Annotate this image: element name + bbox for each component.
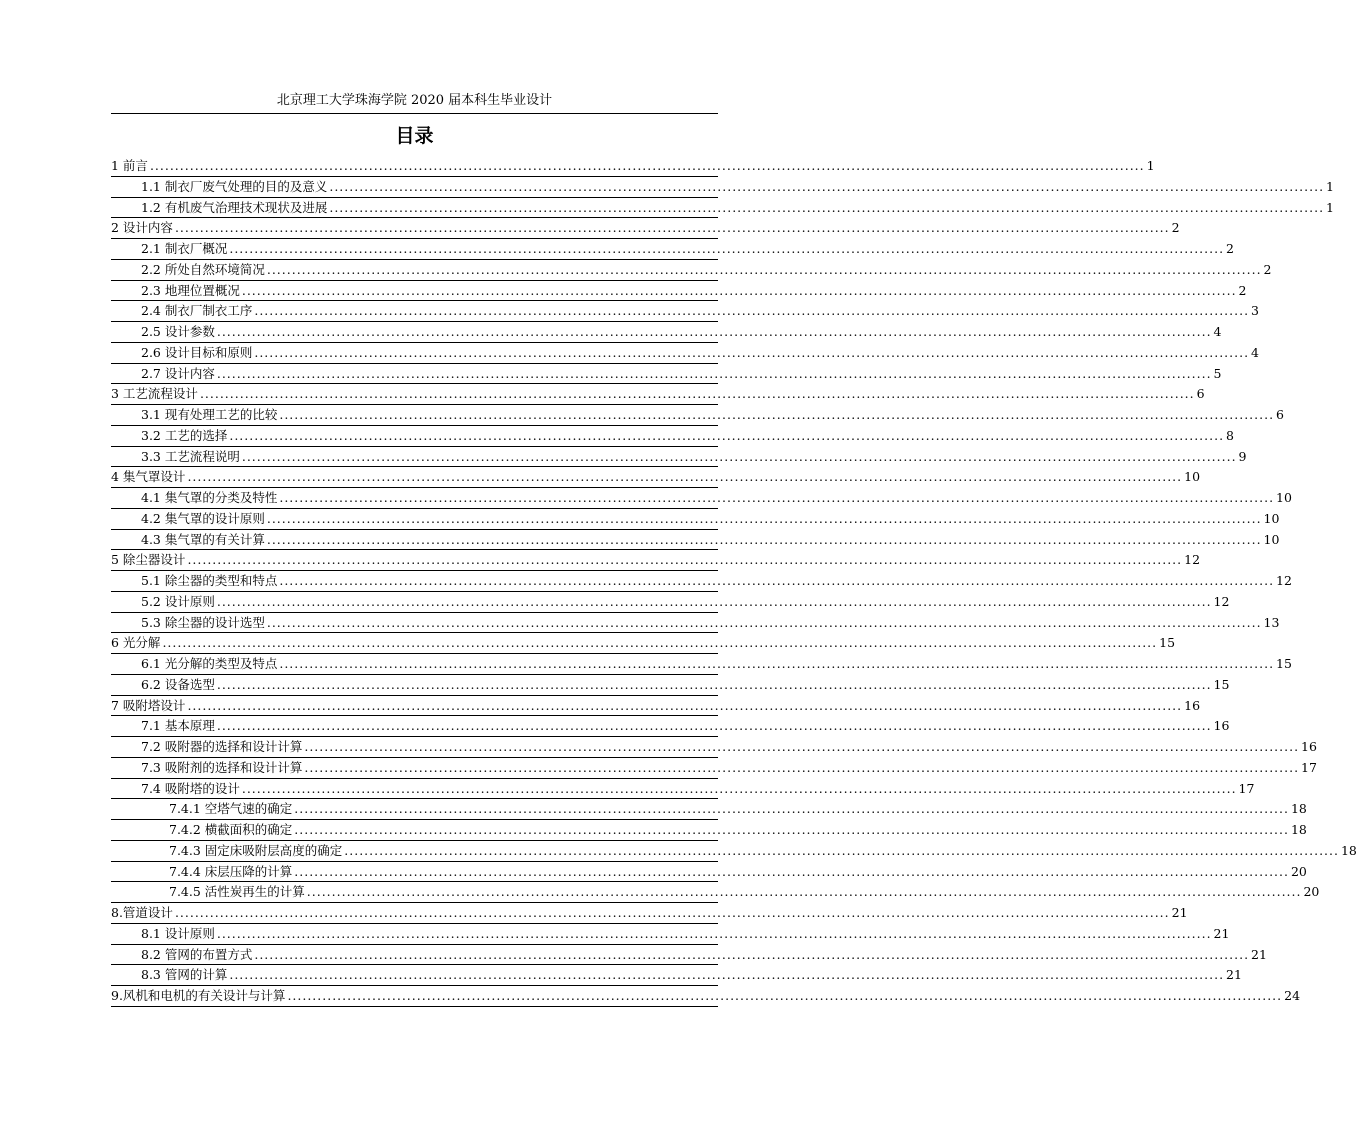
toc-leader-dots: ........................................................................................................................................................................................................ — [199, 386, 1195, 402]
toc-leader-dots: ........................................................................................................................................................................................................ — [279, 490, 1275, 505]
toc-leader-dots: ........................................................................................................................................................................................................ — [229, 241, 1225, 256]
toc-entry-label: 2.2 所处自然环境简况 — [141, 261, 265, 277]
toc-entry[interactable] — [111, 405, 1284, 426]
toc-entry[interactable] — [111, 281, 1247, 302]
toc-leader-dots: ........................................................................................................................................................................................................ — [254, 303, 1250, 319]
toc-entry-page: 17 — [1238, 780, 1255, 796]
toc-entry-page: 17 — [1301, 759, 1317, 775]
toc-leader-dots: ........................................................................................................................................................................................................ — [294, 801, 1289, 817]
toc-entry[interactable] — [111, 862, 1307, 883]
toc-entry-page: 15 — [1159, 635, 1176, 651]
toc-entry-page: 2 — [1171, 220, 1180, 236]
toc-entry-page: 20 — [1303, 884, 1320, 900]
toc-entry-page: 1 — [1326, 199, 1334, 215]
toc-leader-dots: ........................................................................................................................................................................................................ — [329, 199, 1325, 215]
toc-leader-dots: ........................................................................................................................................................................................................ — [344, 842, 1339, 858]
toc-entry-page: 1 — [1326, 178, 1334, 194]
toc-entry[interactable] — [111, 239, 1234, 260]
toc-entry-page: 2 — [1263, 261, 1272, 277]
toc-entry-label: 3.3 工艺流程说明 — [141, 448, 240, 464]
toc-entry-label: 7 吸附塔设计 — [111, 697, 186, 713]
toc-entry[interactable] — [111, 633, 1176, 654]
toc-entry-label: 7.3 吸附剂的选择和设计计算 — [141, 759, 303, 775]
toc-entry-page: 4 — [1213, 324, 1222, 339]
toc-entry[interactable] — [111, 779, 1255, 800]
toc-entry-label: 5.2 设计原则 — [141, 593, 215, 609]
toc-entry[interactable] — [111, 447, 1247, 468]
toc-entry-page: 12 — [1213, 593, 1230, 609]
toc-entry-page: 10 — [1184, 469, 1201, 485]
toc-entry-page: 16 — [1184, 697, 1201, 713]
toc-entry-label: 2.5 设计参数 — [141, 324, 215, 339]
toc-entry[interactable] — [111, 509, 1280, 530]
page-header: 北京理工大学珠海学院 2020 届本科生毕业设计 — [276, 93, 553, 108]
toc-leader-dots: ........................................................................................................................................................................................................ — [294, 822, 1289, 837]
toc-entry-page: 16 — [1301, 739, 1317, 754]
toc-entry-label: 8.1 设计原则 — [141, 925, 215, 941]
toc-leader-dots: ........................................................................................................................................................................................................ — [304, 739, 1300, 754]
toc-entry-label: 3 工艺流程设计 — [111, 386, 198, 402]
toc-entry-label: 3.1 现有处理工艺的比较 — [141, 407, 278, 422]
toc-entry-label: 5 除尘器设计 — [111, 552, 186, 568]
toc-entry[interactable] — [111, 737, 1317, 758]
toc-entry[interactable] — [111, 322, 1222, 343]
toc-leader-dots: ........................................................................................................................................................................................................ — [187, 552, 1183, 568]
toc-entry-label: 8.管道设计 — [111, 905, 173, 920]
toc-entry[interactable] — [111, 841, 1357, 862]
toc-entry[interactable] — [111, 384, 1205, 405]
toc-entry-page: 18 — [1290, 801, 1307, 817]
toc-entry-label: 4.2 集气罩的设计原则 — [141, 510, 265, 526]
toc-leader-dots: ........................................................................................................................................................................................................ — [279, 573, 1275, 588]
toc-entry-page: 18 — [1340, 842, 1357, 858]
toc-entry-page: 21 — [1226, 967, 1242, 983]
toc-entry-page: 10 — [1263, 510, 1280, 526]
toc-entry-label: 6.2 设备选型 — [141, 676, 215, 692]
toc-entry-label: 7.4.5 活性炭再生的计算 — [169, 884, 305, 900]
toc-entry[interactable] — [111, 965, 1242, 986]
toc-entry[interactable] — [111, 820, 1307, 841]
toc-entry-page: 8 — [1226, 427, 1234, 443]
toc-leader-dots: ........................................................................................................................................................................................................ — [149, 158, 1145, 173]
toc-entry-label: 8.3 管网的计算 — [141, 967, 228, 983]
toc-leader-dots: ........................................................................................................................................................................................................ — [216, 676, 1212, 692]
toc-entry-page: 15 — [1276, 656, 1292, 671]
toc-leader-dots: ........................................................................................................................................................................................................ — [294, 863, 1289, 879]
toc-entry-page: 3 — [1251, 303, 1259, 319]
toc-entry-page: 21 — [1171, 905, 1188, 920]
toc-entry-label: 3.2 工艺的选择 — [141, 427, 228, 443]
toc-entry-label: 7.1 基本原理 — [141, 718, 215, 734]
toc-entry[interactable] — [111, 986, 1301, 1007]
toc-entry-page: 21 — [1213, 925, 1230, 941]
toc-entry-label: 6 光分解 — [111, 635, 161, 651]
toc-entry[interactable] — [111, 571, 1292, 592]
toc-leader-dots: ........................................................................................................................................................................................................ — [241, 448, 1237, 464]
toc-entry[interactable] — [111, 177, 1334, 198]
toc-entry[interactable] — [111, 592, 1230, 613]
toc-leader-dots: ........................................................................................................................................................................................................ — [162, 635, 1158, 651]
toc-title: 目录 — [395, 125, 434, 147]
toc-leader-dots: ........................................................................................................................................................................................................ — [216, 925, 1212, 941]
toc-entry-label: 4 集气罩设计 — [111, 469, 186, 485]
toc-entry[interactable] — [111, 260, 1272, 281]
toc-entry[interactable] — [111, 924, 1230, 945]
toc-leader-dots: ........................................................................................................................................................................................................ — [266, 531, 1262, 547]
toc-leader-dots: ........................................................................................................................................................................................................ — [266, 261, 1262, 277]
toc-leader-dots: ........................................................................................................................................................................................................ — [304, 759, 1300, 775]
toc-entry[interactable] — [111, 654, 1292, 675]
toc-entry-label: 5.3 除尘器的设计选型 — [141, 614, 265, 630]
header-rule — [111, 113, 718, 114]
toc-entry-page: 13 — [1263, 614, 1280, 630]
toc-entry-page: 16 — [1213, 718, 1230, 734]
toc-entry-label: 2.4 制衣厂制衣工序 — [141, 303, 253, 319]
toc-leader-dots: ........................................................................................................................................................................................................ — [306, 884, 1302, 900]
toc-leader-dots: ........................................................................................................................................................................................................ — [216, 718, 1212, 734]
toc-entry-label: 6.1 光分解的类型及特点 — [141, 656, 278, 671]
toc-leader-dots: ........................................................................................................................................................................................................ — [279, 407, 1275, 422]
toc-leader-dots: ........................................................................................................................................................................................................ — [254, 946, 1250, 962]
toc-leader-dots: ........................................................................................................................................................................................................ — [287, 988, 1283, 1003]
toc-entry[interactable] — [111, 613, 1280, 634]
toc-entry-label: 2.1 制衣厂概况 — [141, 241, 228, 256]
toc-entry[interactable] — [111, 550, 1201, 571]
toc-entry-label: 7.4.1 空塔气速的确定 — [169, 801, 293, 817]
toc-leader-dots: ........................................................................................................................................................................................................ — [229, 427, 1225, 443]
toc-entry-page: 1 — [1146, 158, 1155, 173]
toc-entry-label: 7.4.3 固定床吸附层高度的确定 — [169, 842, 343, 858]
toc-entry-label: 1.1 制衣厂废气处理的目的及意义 — [141, 178, 328, 194]
toc-entry-page: 6 — [1196, 386, 1205, 402]
toc-entry[interactable] — [111, 945, 1267, 966]
toc-entry-label: 7.4 吸附塔的设计 — [141, 780, 240, 796]
toc-leader-dots: ........................................................................................................................................................................................................ — [174, 220, 1170, 236]
toc-entry[interactable] — [111, 218, 1180, 239]
toc-leader-dots: ........................................................................................................................................................................................................ — [229, 967, 1225, 983]
toc-entry[interactable] — [111, 426, 1234, 447]
toc-entry-page: 5 — [1213, 365, 1222, 381]
toc-entry-page: 2 — [1226, 241, 1234, 256]
toc-entry[interactable] — [111, 675, 1230, 696]
toc-entry[interactable] — [111, 467, 1201, 488]
toc-entry-label: 1.2 有机废气治理技术现状及进展 — [141, 199, 328, 215]
toc-leader-dots: ........................................................................................................................................................................................................ — [216, 593, 1212, 609]
toc-entry[interactable] — [111, 343, 1259, 364]
toc-entry[interactable] — [111, 758, 1317, 779]
toc-entry-page: 24 — [1284, 988, 1301, 1003]
toc-leader-dots: ........................................................................................................................................................................................................ — [216, 365, 1212, 381]
toc-entry-page: 10 — [1263, 531, 1280, 547]
toc-entry-page: 6 — [1276, 407, 1284, 422]
toc-entry[interactable] — [111, 156, 1155, 177]
toc-entry-label: 8.2 管网的布置方式 — [141, 946, 253, 962]
toc-entry-label: 2.3 地理位置概况 — [141, 282, 240, 298]
toc-entry-label: 2.6 设计目标和原则 — [141, 344, 253, 360]
toc-entry-page: 10 — [1276, 490, 1292, 505]
toc-entry[interactable] — [111, 799, 1307, 820]
toc-entry-page: 18 — [1290, 822, 1307, 837]
toc-entry-page: 15 — [1213, 676, 1230, 692]
toc-entry-label: 4.3 集气罩的有关计算 — [141, 531, 265, 547]
toc-entry-page: 12 — [1184, 552, 1201, 568]
toc-entry[interactable] — [111, 364, 1222, 385]
toc-entry[interactable] — [111, 301, 1259, 322]
toc-leader-dots: ........................................................................................................................................................................................................ — [241, 780, 1237, 796]
toc-entry-page: 4 — [1251, 344, 1259, 360]
toc-leader-dots: ........................................................................................................................................................................................................ — [187, 697, 1183, 713]
toc-entry-label: 5.1 除尘器的类型和特点 — [141, 573, 278, 588]
toc-entry-label: 9.风机和电机的有关设计与计算 — [111, 988, 286, 1003]
toc-entry[interactable] — [111, 530, 1280, 551]
toc-leader-dots: ........................................................................................................................................................................................................ — [329, 178, 1325, 194]
toc-leader-dots: ........................................................................................................................................................................................................ — [216, 324, 1212, 339]
toc-leader-dots: ........................................................................................................................................................................................................ — [266, 614, 1262, 630]
toc-entry-page: 21 — [1251, 946, 1267, 962]
toc-entry-label: 1 前言 — [111, 158, 148, 173]
toc-entry-page: 9 — [1238, 448, 1247, 464]
toc-entry-page: 12 — [1276, 573, 1292, 588]
toc-entry[interactable] — [111, 696, 1201, 717]
toc-leader-dots: ........................................................................................................................................................................................................ — [266, 510, 1262, 526]
toc-entry[interactable] — [111, 198, 1334, 219]
toc-entry-label: 7.4.2 横截面积的确定 — [169, 822, 293, 837]
toc-entry-label: 4.1 集气罩的分类及特性 — [141, 490, 278, 505]
toc-entry[interactable] — [111, 903, 1188, 924]
toc-entry-label: 2 设计内容 — [111, 220, 173, 236]
toc-entry[interactable] — [111, 882, 1320, 903]
toc-leader-dots: ........................................................................................................................................................................................................ — [241, 282, 1237, 298]
toc-leader-dots: ........................................................................................................................................................................................................ — [187, 469, 1183, 485]
toc-leader-dots: ........................................................................................................................................................................................................ — [174, 905, 1170, 920]
toc-entry-page: 2 — [1238, 282, 1247, 298]
toc-leader-dots: ........................................................................................................................................................................................................ — [254, 344, 1250, 360]
toc-entry-label: 7.2 吸附器的选择和设计计算 — [141, 739, 303, 754]
toc-entry[interactable] — [111, 488, 1292, 509]
toc-entry-label: 2.7 设计内容 — [141, 365, 215, 381]
toc-leader-dots: ........................................................................................................................................................................................................ — [279, 656, 1275, 671]
table-of-contents — [111, 156, 1357, 1007]
toc-entry-page: 20 — [1290, 863, 1307, 879]
toc-entry[interactable] — [111, 716, 1230, 737]
toc-entry-label: 7.4.4 床层压降的计算 — [169, 863, 293, 879]
